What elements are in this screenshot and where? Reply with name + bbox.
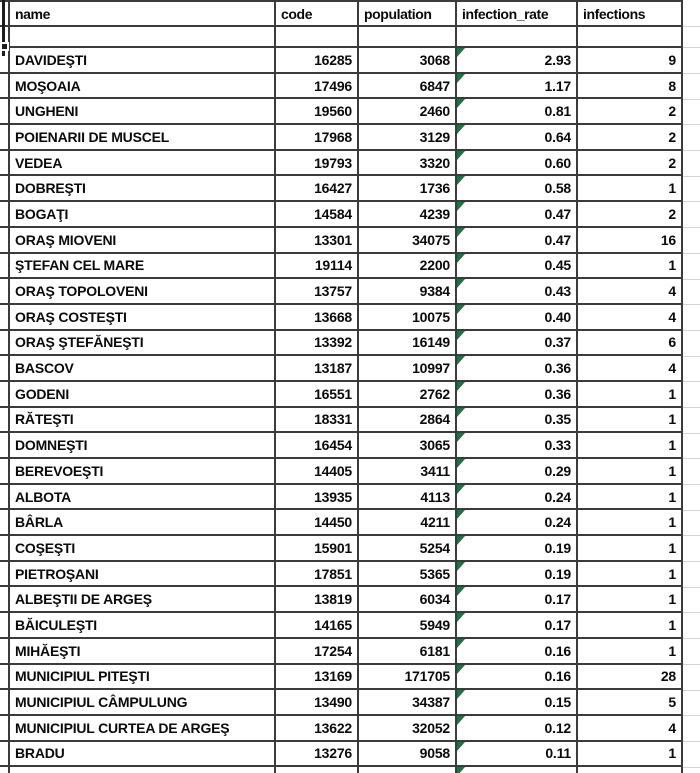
cell-infections[interactable]: 6: [578, 331, 683, 355]
gridline: [683, 690, 700, 691]
row-margin-cell: [0, 202, 10, 226]
cell-name[interactable]: PIETROŞANI: [10, 562, 276, 586]
gridline: [683, 124, 700, 125]
cell-infections[interactable]: 1: [578, 176, 683, 200]
error-indicator-icon: [457, 125, 465, 134]
cell-name[interactable]: ORAŞ MIOVENI: [10, 228, 276, 252]
cell-infection-rate[interactable]: 0.36: [457, 382, 578, 406]
gridline: [683, 587, 700, 588]
fill-handle[interactable]: [0, 42, 9, 51]
cell-name[interactable]: BÂRLA: [10, 510, 276, 534]
cell-code[interactable]: 16551: [276, 382, 359, 406]
cell-infections[interactable]: 1: [578, 639, 683, 663]
cell-infections[interactable]: 5: [578, 690, 683, 714]
table-row: [0, 279, 683, 305]
cell-name[interactable]: MOŞOAIA: [10, 74, 276, 98]
row-margin-cell: [0, 74, 10, 98]
gridline: [683, 741, 700, 742]
row-margin-cell: [0, 639, 10, 663]
table-row: [0, 639, 683, 665]
cell-code[interactable]: 17496: [276, 74, 359, 98]
table-row: [0, 305, 683, 331]
cell-code[interactable]: 13622: [276, 716, 359, 740]
cell-infection-rate[interactable]: 0.19: [457, 562, 578, 586]
row-margin-cell: [0, 331, 10, 355]
cell-population[interactable]: 6034: [359, 587, 457, 611]
error-indicator-icon: [457, 228, 465, 237]
error-indicator-icon: [457, 665, 465, 674]
gridline: [683, 73, 700, 74]
cell-name[interactable]: ALBEŞTII DE ARGEŞ: [10, 587, 276, 611]
table-row: [0, 74, 683, 100]
cell-infections[interactable]: 28: [578, 665, 683, 689]
row-margin-cell: [0, 716, 10, 740]
row-margin-cell: [0, 510, 10, 534]
cell-population[interactable]: 9384: [359, 279, 457, 303]
gridline: [683, 381, 700, 382]
cell-population[interactable]: 2200: [359, 254, 457, 278]
cell-infections[interactable]: 1: [578, 382, 683, 406]
row-margin-cell: [0, 665, 10, 689]
gridline: [683, 433, 700, 434]
cell-infection-rate[interactable]: 2.93: [457, 48, 578, 72]
gridline: [683, 664, 700, 665]
row-margin-cell: [0, 459, 10, 483]
row-margin-cell: [0, 356, 10, 380]
column-header-name[interactable]: name: [10, 2, 276, 25]
cell-name[interactable]: DOBREŞTI: [10, 176, 276, 200]
gridline: [683, 47, 700, 48]
row-margin-cell: [0, 433, 10, 457]
table-body: [0, 48, 683, 767]
cell-infections[interactable]: 4: [578, 279, 683, 303]
cell-infection-rate[interactable]: 0.64: [457, 125, 578, 149]
gridline: [683, 253, 700, 254]
cell-infection-rate[interactable]: 0.47: [457, 228, 578, 252]
cell-population[interactable]: 1736: [359, 176, 457, 200]
cell-code[interactable]: 13301: [276, 228, 359, 252]
cell-name[interactable]: POIENARII DE MUSCEL: [10, 125, 276, 149]
cell-code[interactable]: 16427: [276, 176, 359, 200]
cell-infections[interactable]: 4: [578, 356, 683, 380]
gridline: [683, 227, 700, 228]
error-indicator-icon: [457, 74, 465, 83]
error-indicator-icon: [457, 48, 465, 57]
cell-infection-rate[interactable]: 0.43: [457, 279, 578, 303]
table-row: [0, 510, 683, 536]
gridline: [683, 638, 700, 639]
cell-code[interactable]: 13490: [276, 690, 359, 714]
cell-infection-rate[interactable]: 1.17: [457, 74, 578, 98]
cell-code[interactable]: 17968: [276, 125, 359, 149]
row-margin-cell: [0, 176, 10, 200]
cell-population[interactable]: 3129: [359, 125, 457, 149]
error-indicator-icon: [457, 331, 465, 340]
cell-code[interactable]: 14450: [276, 510, 359, 534]
gridline: [683, 26, 700, 27]
selection-border-fragment: [2, 0, 5, 42]
table-row: [0, 690, 683, 716]
cell-infection-rate[interactable]: 0.58: [457, 176, 578, 200]
table-row: [0, 716, 683, 742]
selection-border-fragment: [2, 51, 5, 56]
cell-code[interactable]: 19793: [276, 151, 359, 175]
row-margin-cell: [0, 228, 10, 252]
cell-population[interactable]: 3411: [359, 459, 457, 483]
error-indicator-icon: [457, 562, 465, 571]
error-indicator-icon: [457, 99, 465, 108]
table-row: [0, 202, 683, 228]
gridline: [683, 279, 700, 280]
cell-infection-rate[interactable]: 0.24: [457, 485, 578, 509]
cell-code[interactable]: 14165: [276, 613, 359, 637]
cell-name[interactable]: BRADU: [10, 742, 276, 766]
column-header-infections[interactable]: infections: [578, 2, 683, 25]
cell-infection-rate[interactable]: 0.17: [457, 587, 578, 611]
cell-population[interactable]: 6181: [359, 639, 457, 663]
error-indicator-icon: [457, 716, 465, 725]
table-row: [0, 433, 683, 459]
cell-name[interactable]: MUNICIPIUL CÂMPULUNG: [10, 690, 276, 714]
cell-infection-rate[interactable]: 0.33: [457, 433, 578, 457]
cell-code[interactable]: 15901: [276, 536, 359, 560]
cell-name[interactable]: MIHĂEŞTI: [10, 639, 276, 663]
cell-population[interactable]: 171705: [359, 665, 457, 689]
cell-name[interactable]: BĂICULEŞTI: [10, 613, 276, 637]
table-row: [0, 742, 683, 768]
error-indicator-icon: [457, 279, 465, 288]
error-indicator-icon: [457, 408, 465, 417]
cell-population[interactable]: 6847: [359, 74, 457, 98]
row-margin-cell: [0, 742, 10, 766]
cell-population[interactable]: 4211: [359, 510, 457, 534]
gridline: [683, 612, 700, 613]
gridline: [683, 330, 700, 331]
gridline: [683, 150, 700, 151]
cell-infection-rate[interactable]: 0.12: [457, 716, 578, 740]
cell-infections[interactable]: 16: [578, 228, 683, 252]
table-row: [0, 536, 683, 562]
cell-code[interactable]: 13169: [276, 665, 359, 689]
gridline: [683, 561, 700, 562]
error-indicator-icon: [457, 459, 465, 468]
gridline: [683, 304, 700, 305]
cell-infection-rate[interactable]: 0.29: [457, 459, 578, 483]
cell-name[interactable]: RĂTEŞTI: [10, 408, 276, 432]
row-margin-cell: [0, 562, 10, 586]
error-indicator-icon: [457, 510, 465, 519]
cell-name[interactable]: COŞEŞTI: [10, 536, 276, 560]
error-indicator-icon: [457, 202, 465, 211]
table-row: [0, 613, 683, 639]
cell-name[interactable]: ORAŞ COSTEŞTI: [10, 305, 276, 329]
cell-population[interactable]: 3065: [359, 433, 457, 457]
cell-population[interactable]: [359, 767, 457, 773]
table-row: [0, 562, 683, 588]
error-indicator-icon: [457, 305, 465, 314]
cell-infection-rate[interactable]: 0.16: [457, 639, 578, 663]
error-indicator-icon: [457, 613, 465, 622]
cell-population[interactable]: 3320: [359, 151, 457, 175]
cell-code[interactable]: [276, 767, 359, 773]
gridline: [683, 356, 700, 357]
error-indicator-icon: [457, 485, 465, 494]
table-row: [0, 99, 683, 125]
row-margin-cell: [0, 382, 10, 406]
cell-infections[interactable]: 2: [578, 151, 683, 175]
cell-infection-rate[interactable]: [457, 27, 578, 46]
row-margin-cell: [0, 254, 10, 278]
cell-infection-rate[interactable]: 0.45: [457, 254, 578, 278]
blank-row: [0, 27, 683, 48]
cell-name[interactable]: DAVIDEŞTI: [10, 48, 276, 72]
cell-population[interactable]: 10075: [359, 305, 457, 329]
cell-infection-rate[interactable]: 0.15: [457, 690, 578, 714]
table-row: [0, 459, 683, 485]
gridline: [683, 99, 700, 100]
cell-infections[interactable]: 1: [578, 562, 683, 586]
gridline: [683, 510, 700, 511]
cell-name[interactable]: ORAŞ TOPOLOVENI: [10, 279, 276, 303]
error-indicator-icon: [457, 382, 465, 391]
cell-code[interactable]: 14584: [276, 202, 359, 226]
cell-name[interactable]: GODENI: [10, 382, 276, 406]
cell-infections[interactable]: 4: [578, 305, 683, 329]
header-row: [0, 2, 683, 27]
cell-code[interactable]: 13187: [276, 356, 359, 380]
cell-code[interactable]: 19114: [276, 254, 359, 278]
cell-code[interactable]: 17851: [276, 562, 359, 586]
cell-population[interactable]: 16149: [359, 331, 457, 355]
row-margin-cell: [0, 125, 10, 149]
row-margin-cell: [0, 279, 10, 303]
cell-population[interactable]: 34387: [359, 690, 457, 714]
error-indicator-icon: [457, 536, 465, 545]
cell-code[interactable]: 16285: [276, 48, 359, 72]
cell-code[interactable]: 13819: [276, 587, 359, 611]
error-indicator-icon: [457, 433, 465, 442]
row-margin-cell: [0, 305, 10, 329]
cell-code[interactable]: 16454: [276, 433, 359, 457]
error-indicator-icon: [457, 639, 465, 648]
cell-population[interactable]: 34075: [359, 228, 457, 252]
cell-infection-rate[interactable]: 0.24: [457, 510, 578, 534]
cell-infections[interactable]: 1: [578, 408, 683, 432]
table-row: [0, 331, 683, 357]
table-row: [0, 382, 683, 408]
cell-population[interactable]: [359, 27, 457, 46]
row-margin-cell: [0, 767, 10, 773]
row-margin-cell: [0, 151, 10, 175]
error-indicator-icon: [457, 254, 465, 263]
cell-infections[interactable]: 1: [578, 510, 683, 534]
cell-infections[interactable]: 1: [578, 587, 683, 611]
cell-infections[interactable]: 1: [578, 536, 683, 560]
column-header-infection-rate[interactable]: infection_rate: [457, 2, 578, 25]
gridline: [683, 176, 700, 177]
cell-code[interactable]: 17254: [276, 639, 359, 663]
row-margin-cell: [0, 536, 10, 560]
cell-population[interactable]: 5949: [359, 613, 457, 637]
table-row: [0, 408, 683, 434]
cell-infection-rate[interactable]: [457, 767, 578, 773]
cell-population[interactable]: 32052: [359, 716, 457, 740]
cell-name[interactable]: [10, 27, 276, 46]
gridline: [683, 407, 700, 408]
table-row: [0, 228, 683, 254]
cell-infections[interactable]: 1: [578, 433, 683, 457]
gridline: [683, 767, 700, 768]
row-margin-cell: [0, 99, 10, 123]
cell-name[interactable]: VEDEA: [10, 151, 276, 175]
cell-infections[interactable]: 1: [578, 254, 683, 278]
table-row: [0, 356, 683, 382]
cell-infections[interactable]: 1: [578, 613, 683, 637]
table-row: [0, 125, 683, 151]
table-row: [0, 485, 683, 511]
cell-infection-rate[interactable]: 0.17: [457, 613, 578, 637]
table-row: [0, 48, 683, 74]
cell-infections[interactable]: 2: [578, 125, 683, 149]
gridline: [683, 535, 700, 536]
error-indicator-icon: [457, 587, 465, 596]
cell-infection-rate[interactable]: 0.19: [457, 536, 578, 560]
cell-population[interactable]: 9058: [359, 742, 457, 766]
cell-infections[interactable]: 1: [578, 485, 683, 509]
cell-infections[interactable]: 1: [578, 742, 683, 766]
cell-infections[interactable]: [578, 27, 683, 46]
gridline: [683, 715, 700, 716]
table-row: [0, 254, 683, 280]
cell-name[interactable]: ŞTEFAN CEL MARE: [10, 254, 276, 278]
cell-infections[interactable]: 1: [578, 459, 683, 483]
error-indicator-icon: [457, 742, 465, 751]
error-indicator-icon: [457, 767, 465, 773]
cell-infections[interactable]: 9: [578, 48, 683, 72]
cell-population[interactable]: 10997: [359, 356, 457, 380]
partial-row: [0, 767, 683, 773]
cell-name[interactable]: UNGHENI: [10, 99, 276, 123]
cell-code[interactable]: [276, 27, 359, 46]
column-header-population[interactable]: population: [359, 2, 457, 25]
row-margin-cell: [0, 587, 10, 611]
cell-name[interactable]: BOGAŢI: [10, 202, 276, 226]
cell-infection-rate[interactable]: 0.47: [457, 202, 578, 226]
cell-population[interactable]: 4239: [359, 202, 457, 226]
cell-infection-rate[interactable]: 0.40: [457, 305, 578, 329]
cell-infection-rate[interactable]: 0.16: [457, 665, 578, 689]
right-gridline-strip: [683, 0, 700, 773]
cell-name[interactable]: [10, 767, 276, 773]
cell-population[interactable]: 2762: [359, 382, 457, 406]
cell-name[interactable]: DOMNEŞTI: [10, 433, 276, 457]
cell-infection-rate[interactable]: 0.81: [457, 99, 578, 123]
error-indicator-icon: [457, 690, 465, 699]
cell-name[interactable]: BEREVOEŞTI: [10, 459, 276, 483]
cell-infection-rate[interactable]: 0.37: [457, 331, 578, 355]
table-row: [0, 151, 683, 177]
gridline: [683, 458, 700, 459]
cell-population[interactable]: 2460: [359, 99, 457, 123]
cell-infections[interactable]: [578, 767, 683, 773]
cell-infections[interactable]: 8: [578, 74, 683, 98]
cell-infections[interactable]: 2: [578, 99, 683, 123]
error-indicator-icon: [457, 356, 465, 365]
row-margin-cell: [0, 613, 10, 637]
cell-name[interactable]: BASCOV: [10, 356, 276, 380]
cell-infection-rate[interactable]: 0.35: [457, 408, 578, 432]
cell-infection-rate[interactable]: 0.36: [457, 356, 578, 380]
cell-name[interactable]: MUNICIPIUL CURTEA DE ARGEŞ: [10, 716, 276, 740]
row-margin-cell: [0, 690, 10, 714]
cell-infection-rate[interactable]: 0.11: [457, 742, 578, 766]
cell-code[interactable]: 14405: [276, 459, 359, 483]
row-margin-cell: [0, 408, 10, 432]
cell-population[interactable]: 2864: [359, 408, 457, 432]
row-margin-cell: [0, 485, 10, 509]
cell-infections[interactable]: 2: [578, 202, 683, 226]
error-indicator-icon: [457, 151, 465, 160]
cell-code[interactable]: 13757: [276, 279, 359, 303]
table-row: [0, 587, 683, 613]
cell-name[interactable]: MUNICIPIUL PITEŞTI: [10, 665, 276, 689]
cell-code[interactable]: 19560: [276, 99, 359, 123]
cell-name[interactable]: ALBOTA: [10, 485, 276, 509]
cell-name[interactable]: ORAŞ ŞTEFĂNEŞTI: [10, 331, 276, 355]
cell-population[interactable]: 5365: [359, 562, 457, 586]
cell-code[interactable]: 13392: [276, 331, 359, 355]
cell-code[interactable]: 18331: [276, 408, 359, 432]
cell-infections[interactable]: 4: [578, 716, 683, 740]
table-row: [0, 665, 683, 691]
cell-code[interactable]: 13935: [276, 485, 359, 509]
table-row: [0, 176, 683, 202]
error-indicator-icon: [457, 176, 465, 185]
gridline: [683, 201, 700, 202]
cell-population[interactable]: 3068: [359, 48, 457, 72]
column-header-code[interactable]: code: [276, 2, 359, 25]
cell-population[interactable]: 4113: [359, 485, 457, 509]
cell-code[interactable]: 13276: [276, 742, 359, 766]
gridline: [683, 484, 700, 485]
cell-population[interactable]: 5254: [359, 536, 457, 560]
cell-code[interactable]: 13668: [276, 305, 359, 329]
cell-infection-rate[interactable]: 0.60: [457, 151, 578, 175]
